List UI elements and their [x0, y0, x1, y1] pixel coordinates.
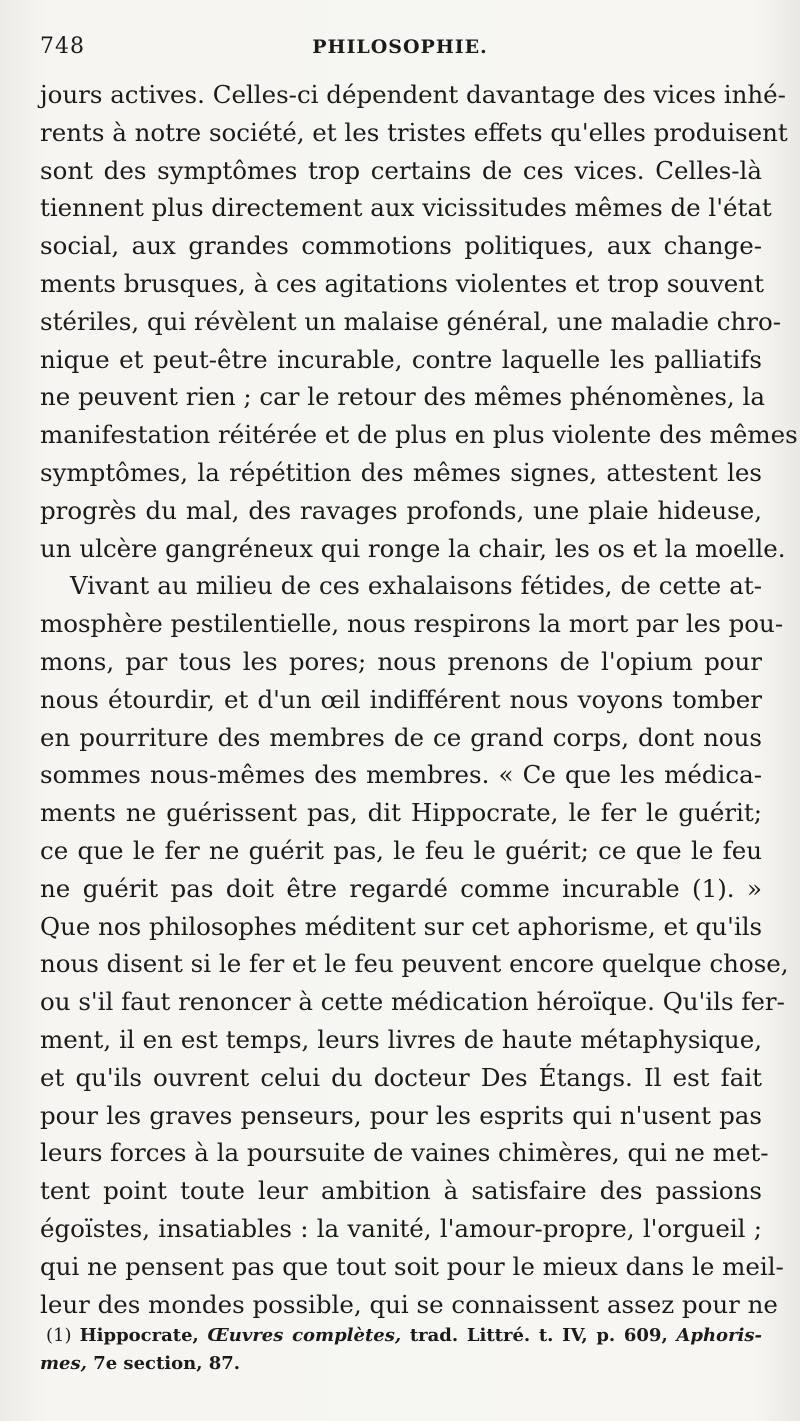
text-line: leur des mondes possible, qui se connaissent assez pour ne	[40, 1289, 778, 1319]
text-line: tiennent plus directement aux vicissitudes mêmes de l'état	[40, 193, 772, 223]
text-line: ments brusques, à ces agitations violentes et trop souvent	[40, 268, 764, 298]
footnote-line-1	[40, 1322, 762, 1350]
page-header	[40, 30, 760, 70]
text-line: pour les graves penseurs, pour les esprits qui n'usent pas	[40, 1100, 762, 1130]
text-line: ment, il en est temps, leurs livres de haute métaphysique,	[40, 1024, 762, 1054]
footnote-reference: trad. Littré. t. IV, p. 609,	[409, 1325, 668, 1346]
text-line: ou s'il faut renoncer à cette médication héroïque. Qu'ils fer-	[40, 987, 785, 1017]
text-line: Que nos philosophes méditent sur cet aphorisme, et qu'ils	[40, 911, 763, 941]
footnote-line-2	[40, 1350, 762, 1378]
text-line: nous étourdir, et d'un œil indifférent nous voyons tomber	[40, 684, 762, 714]
text-line: stériles, qui révèlent un malaise général, une maladie chro-	[40, 306, 782, 336]
text-line: ne peuvent rien ; car le retour des mêmes phénomènes, la	[40, 382, 765, 412]
text-line: leurs forces à la poursuite de vaines chimères, qui ne met-	[40, 1138, 769, 1168]
text-line: tent point toute leur ambition à satisfaire des passions	[40, 1176, 762, 1206]
text-line: jours actives. Celles-ci dépendent davantage des vices inhé-	[40, 80, 786, 109]
text-line: symptômes, la répétition des mêmes signes, attestent les	[40, 457, 762, 487]
text-line: rents à notre société, et les tristes effets qu'elles produisent	[40, 117, 788, 147]
footnote-marker: (1)	[46, 1325, 72, 1346]
footnote-author: Hippocrate,	[79, 1325, 199, 1346]
text-line: progrès du mal, des ravages profonds, une plaie hideuse,	[40, 495, 762, 525]
text-line: égoïstes, insatiables : la vanité, l'amour-propre, l'orgueil ;	[40, 1213, 762, 1243]
text-line: mosphère pestilentielle, nous respirons la mort par les pou-	[40, 609, 784, 639]
text-line: en pourriture des membres de ce grand corps, dont nous	[40, 722, 762, 752]
running-head: PHILOSOPHIE.	[312, 36, 488, 58]
footnote-work: Œuvres complètes,	[207, 1325, 402, 1346]
footnote-aphorismes: Aphoris-	[676, 1325, 762, 1346]
text-line: et qu'ils ouvrent celui du docteur Des Étangs. Il est fait	[40, 1062, 762, 1092]
footnote	[40, 1322, 762, 1378]
text-line: sommes nous-mêmes des membres. « Ce que les médica-	[40, 760, 762, 790]
body-text	[40, 76, 798, 1323]
text-line: un ulcère gangréneux qui ronge la chair, les os et la moelle.	[40, 533, 786, 563]
text-line: ce que le fer ne guérit pas, le feu le guérit; ce que le feu	[40, 835, 762, 865]
text-line: sont des symptômes trop certains de ces vices. Celles-là	[40, 155, 762, 185]
footnote-aphorismes-cont: mes,	[40, 1353, 87, 1374]
text-line: nique et peut-être incurable, contre laquelle les palliatifs	[40, 344, 762, 374]
text-line: manifestation réitérée et de plus en plus violente des mêmes	[40, 420, 798, 450]
page-number: 748	[40, 34, 85, 59]
text-line: ments ne guérissent pas, dit Hippocrate, le fer le guérit;	[40, 798, 762, 828]
text-line: nous disent si le fer et le feu peuvent encore quelque chose,	[40, 949, 789, 979]
footnote-section: 7e section, 87.	[93, 1353, 241, 1374]
text-line: ne guérit pas doit être regardé comme incurable (1). »	[40, 873, 762, 903]
text-line: Vivant au milieu de ces exhalaisons fétides, de cette at-	[70, 571, 762, 601]
text-line: mons, par tous les pores; nous prenons de l'opium pour	[40, 646, 762, 676]
text-line: qui ne pensent pas que tout soit pour le mieux dans le meil-	[40, 1251, 784, 1281]
text-line: social, aux grandes commotions politiques, aux change-	[40, 231, 762, 261]
